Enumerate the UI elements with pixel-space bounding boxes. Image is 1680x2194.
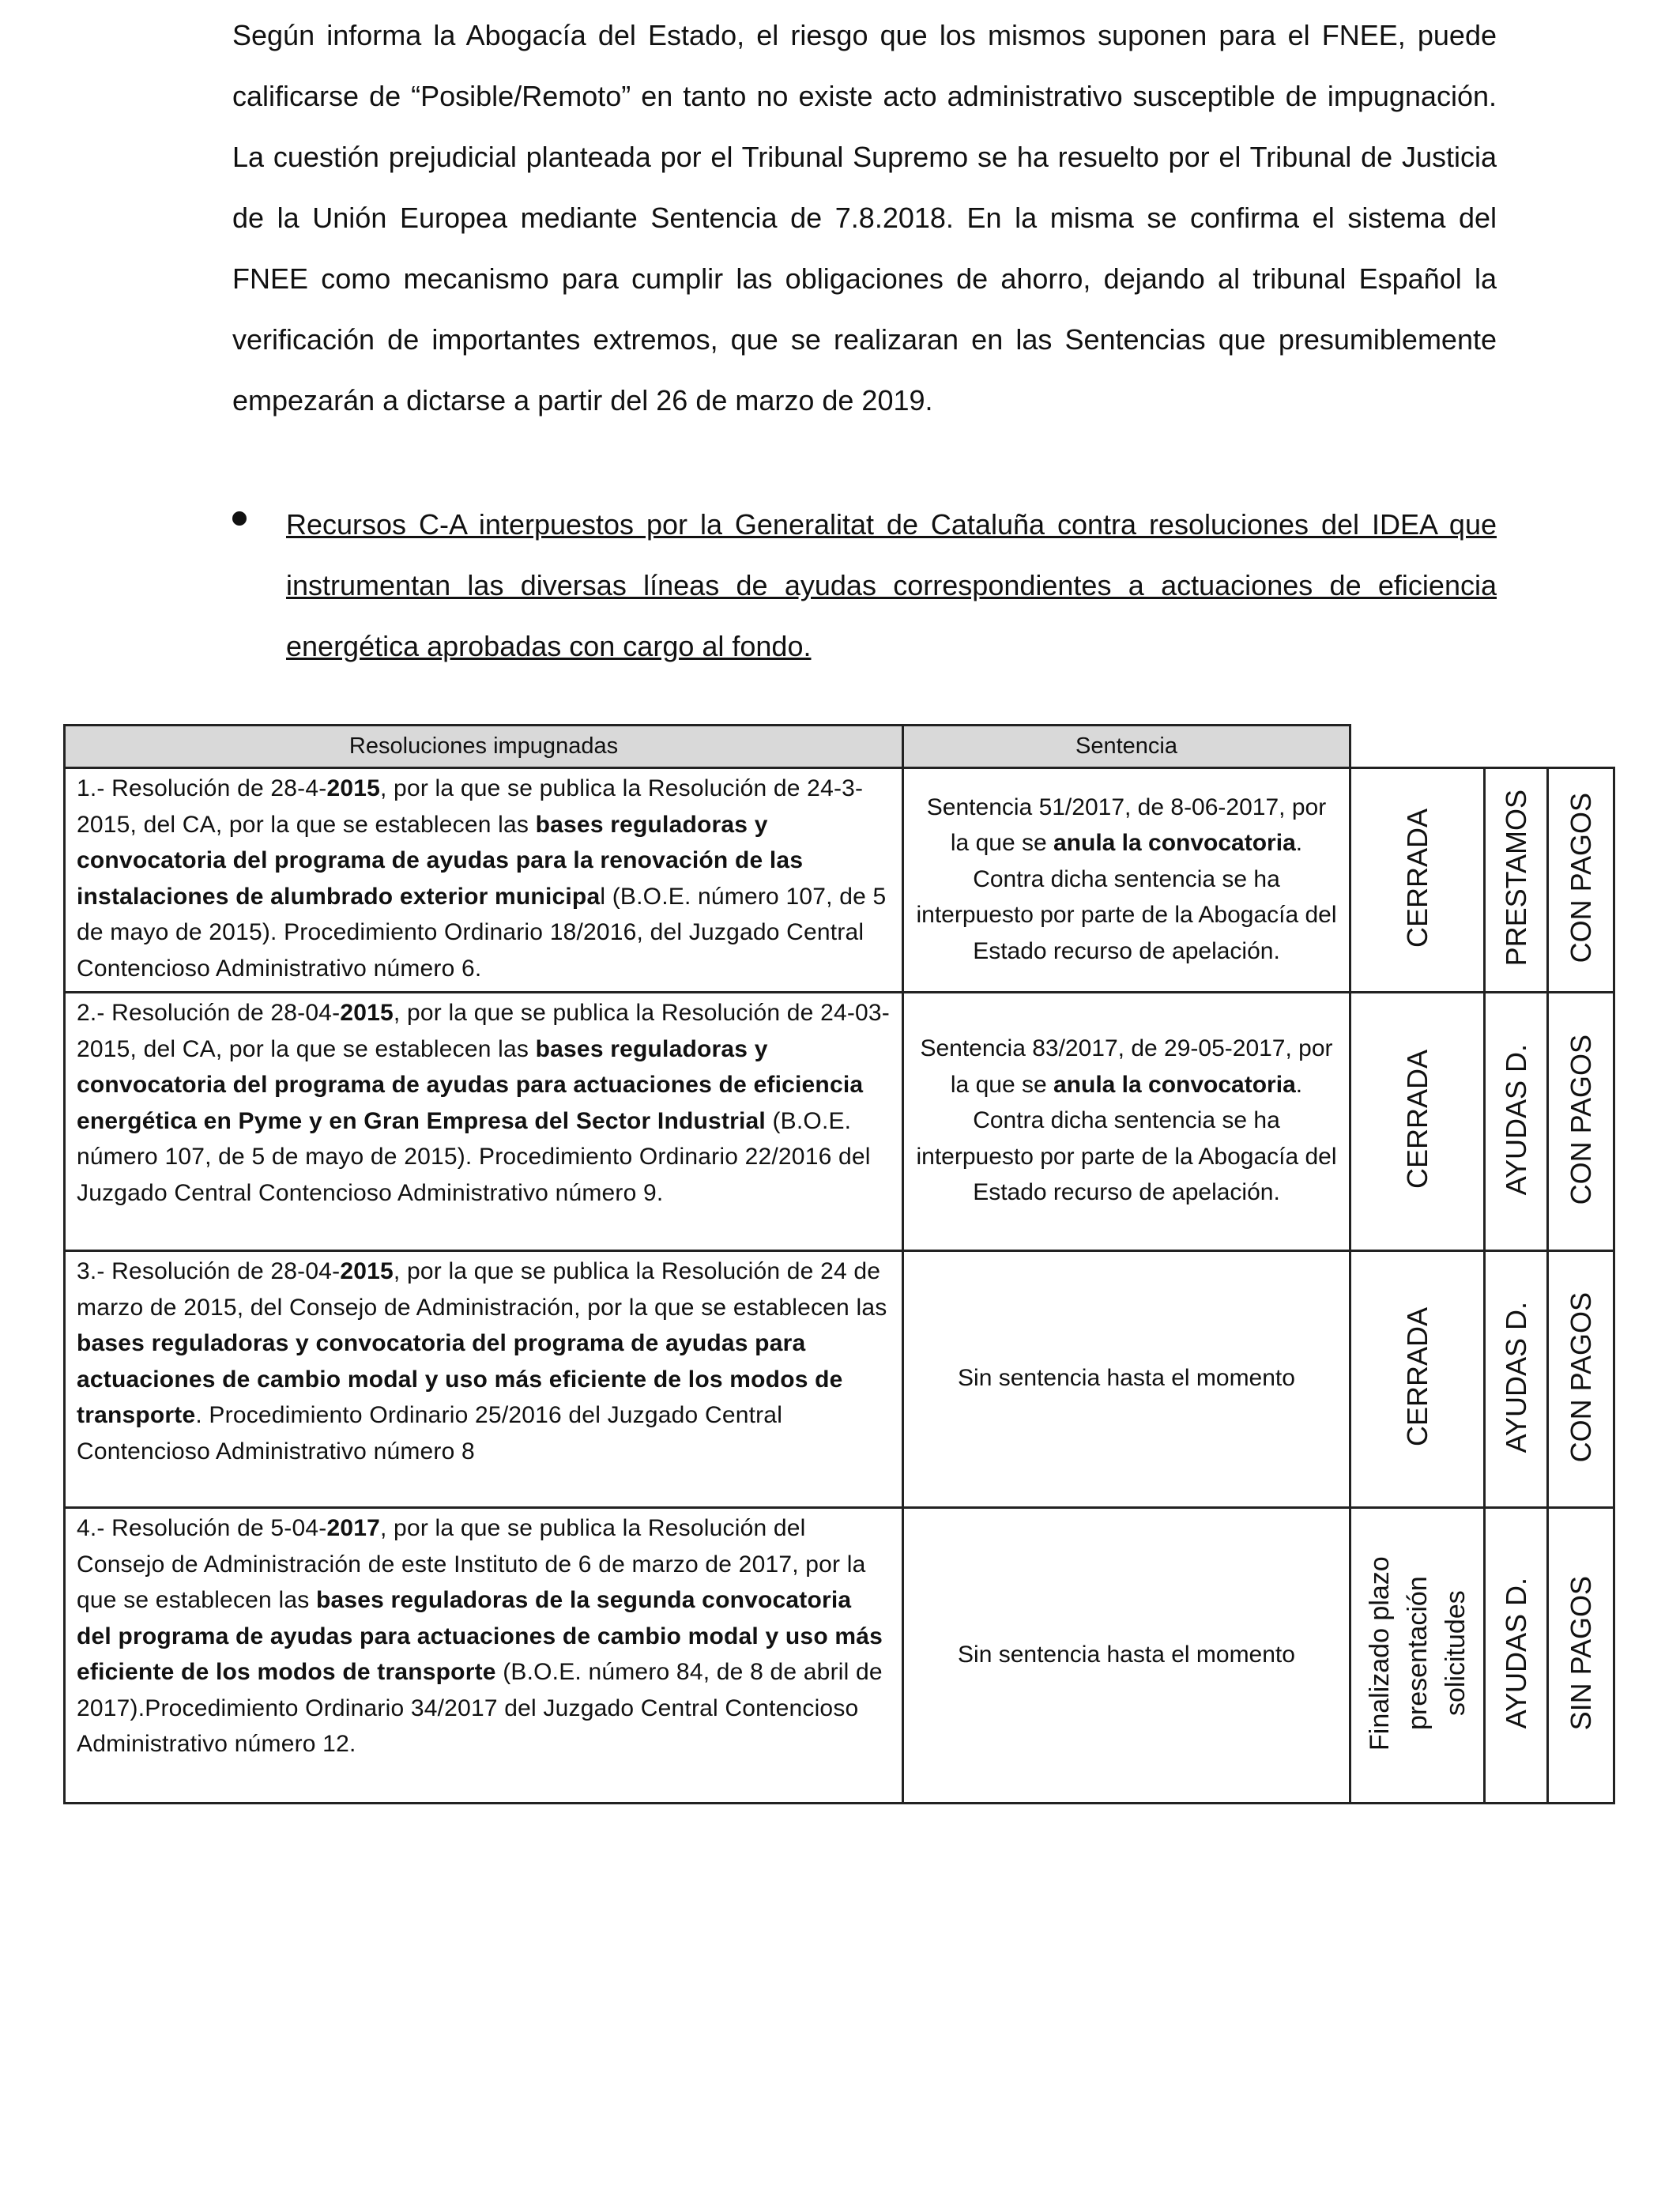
payments-label: SIN PAGOS — [1564, 1576, 1597, 1731]
status-label: CERRADA — [1400, 808, 1433, 948]
resolution-cell: 4.- Resolución de 5-04-2017, por la que se publica la Resolución del Consejo de Administración de este Instituto de 6 de marzo de 2017, por la que se establecen las bases reguladoras de la segunda convocatoria del programa de ayudas para actuaciones de cambio modal y uso más eficiente de los modos de transporte (B.O.E. número 84, de 8 de abril de 2017).Procedimiento Ordinario 34/2017 del Juzgado Central Contencioso Administrativo número 12. — [65, 1508, 903, 1804]
type-label: PRESTAMOS — [1499, 790, 1532, 967]
resolutions-table — [63, 724, 1615, 1804]
table-row — [65, 768, 1614, 993]
header-sentencia: Sentencia — [903, 726, 1350, 768]
payments-cell — [1548, 1251, 1614, 1508]
status-label: Finalizado plazo presentación solicitudes — [1364, 1556, 1471, 1751]
status-cell — [1350, 1251, 1485, 1508]
status-label: CERRADA — [1400, 1307, 1433, 1447]
status-cell — [1350, 768, 1485, 993]
resolution-cell: 2.- Resolución de 28-04-2015, por la que se publica la Resolución de 24-03-2015, del CA, por la que se establecen las bases reguladoras y convocatoria del programa de ayudas para actuaciones de eficiencia energética en Pyme y en Gran Empresa del Sector Industrial (B.O.E. número 107, de 5 de mayo de 2015). Procedimiento Ordinario 22/2016 del Juzgado Central Contencioso Administrativo número 9. — [65, 993, 903, 1251]
status-cell — [1350, 1508, 1485, 1804]
type-label: AYUDAS D. — [1499, 1578, 1532, 1729]
type-label: AYUDAS D. — [1499, 1043, 1532, 1196]
payments-cell — [1548, 768, 1614, 993]
sentence-cell: Sentencia 51/2017, de 8-06-2017, por la que se anula la convocatoria. Contra dicha sentencia se ha interpuesto por parte de la Abogacía del Estado recurso de apelación. — [903, 768, 1350, 993]
payments-cell — [1548, 993, 1614, 1251]
sentence-cell: Sentencia 83/2017, de 29-05-2017, por la que se anula la convocatoria. Contra dicha sentencia se ha interpuesto por parte de la Abogacía del Estado recurso de apelación. — [903, 993, 1350, 1251]
table-row — [65, 1251, 1614, 1508]
resolution-cell: 3.- Resolución de 28-04-2015, por la que se publica la Resolución de 24 de marzo de 2015, del Consejo de Administración, por la que se establecen las bases reguladoras y convocatoria del programa de ayudas para actuaciones de cambio modal y uso más eficiente de los modos de transporte. Procedimiento Ordinario 25/2016 del Juzgado Central Contencioso Administrativo número 8 — [65, 1251, 903, 1508]
table-row — [65, 993, 1614, 1251]
payments-label: CON PAGOS — [1564, 1034, 1597, 1205]
sentence-cell: Sin sentencia hasta el momento — [903, 1508, 1350, 1804]
type-cell — [1485, 1508, 1548, 1804]
bullet-icon — [232, 511, 247, 526]
type-cell — [1485, 768, 1548, 993]
type-label: AYUDAS D. — [1499, 1301, 1532, 1453]
type-cell — [1485, 993, 1548, 1251]
header-resoluciones: Resoluciones impugnadas — [65, 726, 903, 768]
header-blank — [1350, 726, 1614, 768]
table-row — [65, 1508, 1614, 1804]
sentence-cell: Sin sentencia hasta el momento — [903, 1251, 1350, 1508]
intro-paragraph: Según informa la Abogacía del Estado, el riesgo que los mismos suponen para el FNEE, puede calificarse de “Posible/Remoto” en tanto no existe acto administrativo susceptible de impugnación. La cuestión prejudicial planteada por el Tribunal Supremo se ha resuelto por el Tribunal de Justicia de la Unión Europea mediante Sentencia de 7.8.2018. En la misma se confirma el sistema del FNEE como mecanismo para cumplir las obligaciones de ahorro, dejando al tribunal Español la verificación de importantes extremos, que se realizaran en las Sentencias que presumiblemente empezarán a dictarse a partir del 26 de marzo de 2019. — [232, 19, 1497, 417]
table-header-row — [65, 726, 1614, 768]
payments-label: CON PAGOS — [1564, 793, 1597, 963]
status-label: CERRADA — [1400, 1050, 1433, 1189]
bullet-heading: Recursos C-A interpuestos por la Generalitat de Cataluña contra resoluciones del IDEA que instrumentan las diversas líneas de ayudas correspondientes a actuaciones de eficiencia energética aprobadas con cargo al fondo. — [286, 508, 1497, 662]
type-cell — [1485, 1251, 1548, 1508]
resolution-cell: 1.- Resolución de 28-4-2015, por la que se publica la Resolución de 24-3-2015, del CA, por la que se establecen las bases reguladoras y convocatoria del programa de ayudas para la renovación de las instalaciones de alumbrado exterior municipal (B.O.E. número 107, de 5 de mayo de 2015). Procedimiento Ordinario 18/2016, del Juzgado Central Contencioso Administrativo número 6. — [65, 768, 903, 993]
payments-cell — [1548, 1508, 1614, 1804]
status-cell — [1350, 993, 1485, 1251]
payments-label: CON PAGOS — [1564, 1291, 1597, 1463]
